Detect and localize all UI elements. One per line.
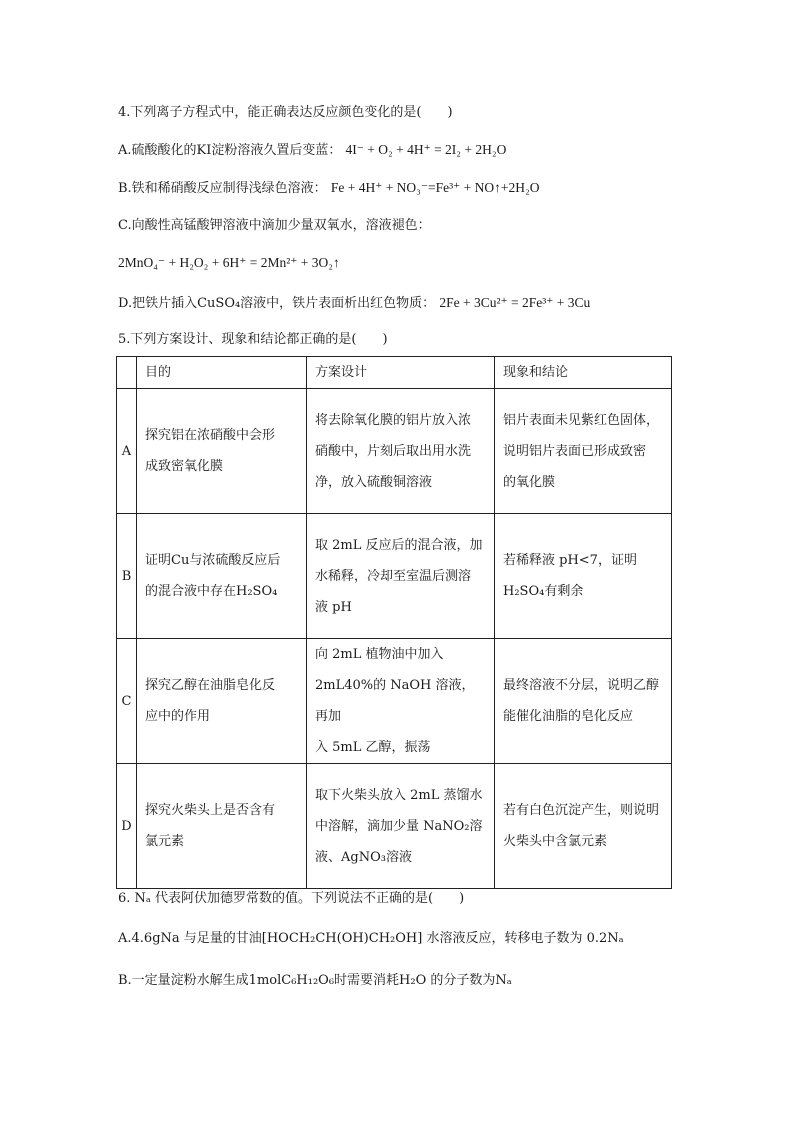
q6-option-a: A.4.6gNa 与足量的甘油[HOCH₂CH(OH)CH₂OH] 水溶液反应，转移电子数为 0.2Nₐ [118,931,624,946]
header-cell-design: 方案设计 [307,357,495,389]
table-row [117,389,672,514]
q4-option-a-formula: 4I⁻ + O₂ + 4H⁺ = 2I₂ + 2H₂O [345,142,507,157]
q4-option-d [118,293,590,314]
q4-stem: 4.下列离子方程式中，能正确表达反应颜色变化的是( ) [118,105,453,120]
result-cell: 最终溶液不分层，说明乙醇 能催化油脂的皂化反应 [495,639,672,764]
row-label: D [117,764,137,889]
result-cell: 若有白色沉淀产生，则说明 火柴头中含氯元素 [495,764,672,889]
q4-option-c-formula: 2MnO₄⁻ + H₂O₂ + 6H⁺ = 2Mn²⁺ + 3O₂↑ [118,255,340,270]
row-label: B [117,514,137,639]
result-cell: 若稀释液 pH<7，证明 H₂SO₄有剩余 [495,514,672,639]
goal-cell: 探究火柴头上是否含有 氯元素 [137,764,307,889]
q4-option-a [118,140,506,161]
table-row [117,639,672,764]
q4-option-b-formula: Fe + 4H⁺ + NO₃⁻=Fe³⁺ + NO↑+2H₂O [330,180,540,195]
result-cell: 铝片表面未见紫红色固体， 说明铝片表面已形成致密 的氧化膜 [495,389,672,514]
table-row [117,764,672,889]
goal-cell: 探究乙醇在油脂皂化反 应中的作用 [137,639,307,764]
q4-option-a-text: A.硫酸酸化的KI淀粉溶液久置后变蓝： [118,143,342,158]
header-cell-blank [117,357,137,389]
q4-option-d-formula: 2Fe + 3Cu²⁺ = 2Fe³⁺ + 3Cu [439,295,591,310]
design-cell: 将去除氧化膜的铝片放入浓 硝酸中，片刻后取出用水洗 净，放入硫酸铜溶液 [307,389,495,514]
goal-cell: 证明Cu与浓硫酸反应后 的混合液中存在H₂SO₄ [137,514,307,639]
design-cell: 向 2mL 植物油中加入 2mL40%的 NaOH 溶液，再加 入 5mL 乙醇，振荡 [307,639,495,764]
experiment-table [116,356,672,889]
design-cell: 取 2mL 反应后的混合液，加 水稀释，冷却至室温后测溶 液 pH [307,514,495,639]
header-cell-result: 现象和结论 [495,357,672,389]
row-label: A [117,389,137,514]
q5-stem: 5.下列方案设计、现象和结论都正确的是( ) [118,332,388,347]
table-header-row [117,357,672,389]
row-label: C [117,639,137,764]
q4-option-b-text: B.铁和稀硝酸反应制得浅绿色溶液： [118,181,327,196]
design-cell: 取下火柴头放入 2mL 蒸馏水 中溶解，滴加少量 NaNO₂溶 液、AgNO₃溶液 [307,764,495,889]
q4-option-c-text: C.向酸性高锰酸钾溶液中滴加少量双氧水，溶液褪色： [118,218,431,233]
q6-stem: 6. Nₐ 代表阿伏加德罗常数的值。下列说法不正确的是( ) [118,891,465,906]
q4-option-d-text: D.把铁片插入CuSO₄溶液中，铁片表面析出红色物质： [118,296,436,311]
goal-cell: 探究铝在浓硝酸中会形 成致密氧化膜 [137,389,307,514]
header-cell-goal: 目的 [137,357,307,389]
q6-option-b: B.一定量淀粉水解生成1molC₆H₁₂O₆时需要消耗H₂O 的分子数为Nₐ [118,973,512,988]
q4-option-b [118,178,539,199]
table-row [117,514,672,639]
